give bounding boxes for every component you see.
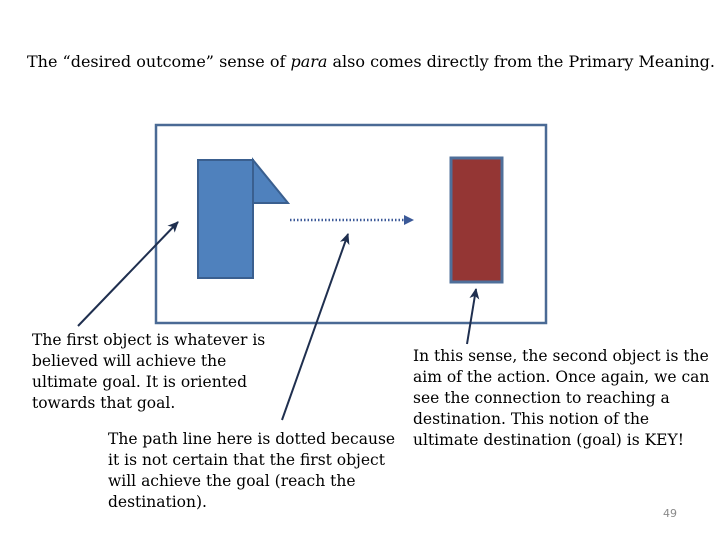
first-object-annotation: The first object is whatever is believed will achieve the ultimate goal. It is oriented towards that goal. <box>32 331 266 412</box>
second-object <box>451 158 502 282</box>
title-lead: The “desired outcome” sense of <box>27 52 291 71</box>
first-object <box>198 160 253 278</box>
page-number: 49 <box>663 507 677 520</box>
title-tail: also comes directly from the Primary Meaning. <box>327 52 715 71</box>
path-line-annotation: The path line here is dotted because it is not certain that the first object will achieve the goal (reach the destination). <box>108 430 396 511</box>
second-object-annotation: In this sense, the second object is the aim of the action. Once again, we can see the connection to reaching a destination. This notion of the ultimate destination (goal) is KEY! <box>413 347 710 449</box>
title-emphasis: para <box>290 52 328 71</box>
